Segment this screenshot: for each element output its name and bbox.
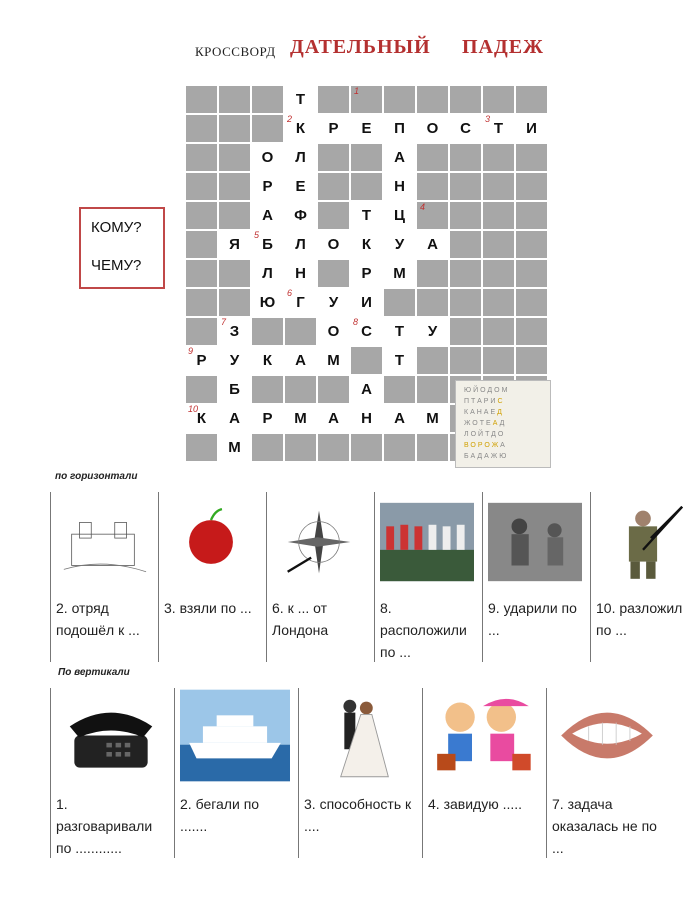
crossword-letter: К bbox=[196, 410, 207, 427]
clue-phrase: разложил по ... bbox=[596, 600, 683, 638]
crossword-cell bbox=[350, 288, 383, 317]
crossword-cell bbox=[350, 259, 383, 288]
title-prefix: КРОССВОРД bbox=[195, 44, 276, 59]
crossword-cell bbox=[218, 114, 251, 143]
crossword-letter: М bbox=[426, 410, 439, 427]
crossword-cell bbox=[185, 317, 218, 346]
vertical-clue-text bbox=[56, 793, 164, 859]
crossword-cell bbox=[416, 143, 449, 172]
crossword-cell bbox=[416, 375, 449, 404]
vertical-clue-card bbox=[546, 688, 662, 863]
crossword-cell bbox=[185, 346, 218, 375]
crossword-letter: А bbox=[427, 236, 438, 253]
crossword-cell bbox=[284, 172, 317, 201]
crossword-cell bbox=[482, 346, 515, 375]
crossword-cell bbox=[482, 143, 515, 172]
section-vertical: По вертикали bbox=[58, 667, 130, 678]
vertical-clue-text bbox=[180, 793, 288, 837]
crossword-cell bbox=[218, 201, 251, 230]
crossword-cell bbox=[482, 288, 515, 317]
horizontal-clue-text bbox=[272, 597, 364, 641]
crossword-cell bbox=[185, 85, 218, 114]
crossword-cell bbox=[383, 375, 416, 404]
section-horizontal: по горизонтали bbox=[55, 471, 138, 482]
crossword-letter: М bbox=[393, 265, 406, 282]
crossword-cell bbox=[482, 172, 515, 201]
page-title bbox=[0, 36, 698, 66]
crossword-cell bbox=[251, 143, 284, 172]
crossword-letter: С bbox=[460, 120, 471, 137]
crossword-cell bbox=[383, 346, 416, 375]
clue-divider bbox=[50, 688, 51, 858]
crossword-cell bbox=[449, 143, 482, 172]
crossword-cell bbox=[251, 114, 284, 143]
dancers-icon bbox=[304, 688, 414, 783]
crossword-cell bbox=[218, 346, 251, 375]
crossword-letter: А bbox=[229, 410, 240, 427]
crossword-cell bbox=[383, 201, 416, 230]
crossword-cell bbox=[317, 317, 350, 346]
vertical-clue-text bbox=[552, 793, 660, 859]
crossword-cell bbox=[185, 375, 218, 404]
fortress-icon bbox=[56, 492, 150, 592]
crossword-letter: З bbox=[229, 323, 240, 340]
crossword-cell bbox=[251, 433, 284, 462]
crossword-letter: И bbox=[361, 294, 372, 311]
crossword-number: 9 bbox=[188, 346, 194, 356]
question-komu: КОМУ? bbox=[91, 219, 142, 236]
crossword-cell bbox=[515, 317, 548, 346]
crossword-cell bbox=[515, 230, 548, 259]
crossword-cell bbox=[350, 172, 383, 201]
clue-number: 4. bbox=[428, 796, 444, 812]
crossword-letter: М bbox=[294, 410, 307, 427]
crossword-cell bbox=[284, 404, 317, 433]
crossword-letter: А bbox=[394, 149, 405, 166]
telephone-icon bbox=[56, 688, 166, 783]
crossword-cell bbox=[251, 259, 284, 288]
crossword-cell bbox=[251, 404, 284, 433]
crossword-cell bbox=[449, 346, 482, 375]
crossword-cell bbox=[515, 346, 548, 375]
horizontal-clue-text bbox=[596, 597, 688, 641]
crossword-number: 6 bbox=[287, 288, 293, 298]
crossword-cell bbox=[251, 201, 284, 230]
crossword-cell bbox=[383, 288, 416, 317]
compass-icon bbox=[272, 492, 366, 592]
crossword-letter: Т bbox=[295, 91, 306, 108]
crossword-cell bbox=[251, 172, 284, 201]
clue-divider bbox=[298, 688, 299, 858]
crossword-cell bbox=[482, 317, 515, 346]
crossword-cell bbox=[317, 85, 350, 114]
clue-phrase: отряд подошёл к ... bbox=[56, 600, 140, 638]
horizontal-clue-text bbox=[56, 597, 148, 641]
crossword-cell bbox=[317, 230, 350, 259]
crossword-cell bbox=[185, 114, 218, 143]
crossword-cell bbox=[284, 433, 317, 462]
crossword-cell bbox=[416, 259, 449, 288]
crossword-letter: Н bbox=[361, 410, 372, 427]
crossword-letter: Н bbox=[295, 265, 306, 282]
crossword-cell bbox=[185, 288, 218, 317]
crossword-letter: И bbox=[526, 120, 537, 137]
crossword-letter: Р bbox=[361, 265, 372, 282]
football-team-icon bbox=[380, 492, 474, 592]
clue-phrase: разговаривали по ............ bbox=[56, 818, 153, 856]
crossword-cell bbox=[317, 114, 350, 143]
crossword-cell bbox=[251, 288, 284, 317]
crossword-cell bbox=[515, 201, 548, 230]
crossword-cell bbox=[515, 288, 548, 317]
horizontal-clue-card bbox=[482, 492, 582, 667]
vertical-clue-text bbox=[304, 793, 412, 837]
crossword-letter: К bbox=[295, 120, 306, 137]
crossword-cell bbox=[383, 114, 416, 143]
crossword-letter: Т bbox=[394, 323, 405, 340]
soldier-icon bbox=[596, 492, 690, 592]
crossword-cell bbox=[482, 114, 515, 143]
crossword-cell bbox=[416, 317, 449, 346]
clue-phrase: ударили по ... bbox=[488, 600, 577, 638]
crossword-cell bbox=[284, 201, 317, 230]
crossword-cell bbox=[218, 317, 251, 346]
crossword-cell bbox=[383, 230, 416, 259]
crossword-letter: Р bbox=[262, 178, 273, 195]
crossword-cell bbox=[218, 375, 251, 404]
crossword-letter: Е bbox=[295, 178, 306, 195]
crossword-cell bbox=[185, 433, 218, 462]
clue-phrase: задача оказалась не по ... bbox=[552, 796, 657, 856]
vertical-clue-card bbox=[174, 688, 290, 863]
crossword-cell bbox=[482, 230, 515, 259]
crossword-cell bbox=[185, 230, 218, 259]
crossword-cell bbox=[218, 230, 251, 259]
crossword-cell bbox=[449, 317, 482, 346]
crossword-cell bbox=[185, 143, 218, 172]
crossword-cell bbox=[284, 114, 317, 143]
horizontal-clue-card bbox=[158, 492, 258, 667]
crossword-letter: Н bbox=[394, 178, 405, 195]
crossword-cell bbox=[251, 346, 284, 375]
crossword-letter: Б bbox=[262, 236, 273, 253]
horizontal-clue-card bbox=[374, 492, 474, 667]
crossword-cell bbox=[350, 404, 383, 433]
clue-number: 10. bbox=[596, 600, 620, 616]
crossword-cell bbox=[317, 288, 350, 317]
clue-phrase: способность к .... bbox=[304, 796, 412, 834]
clue-divider bbox=[50, 492, 51, 662]
crossword-letter: П bbox=[394, 120, 405, 137]
horizontal-clue-card bbox=[50, 492, 150, 667]
crossword-letter: А bbox=[295, 352, 306, 369]
horizontal-clue-card bbox=[266, 492, 366, 667]
crossword-letter: У bbox=[328, 294, 339, 311]
crossword-cell bbox=[218, 172, 251, 201]
crossword-cell bbox=[449, 85, 482, 114]
crossword-cell bbox=[317, 259, 350, 288]
clue-number: 7. bbox=[552, 796, 568, 812]
clue-number: 9. bbox=[488, 600, 504, 616]
players-icon bbox=[488, 492, 582, 592]
title-word-2: ПАДЕЖ bbox=[462, 36, 544, 58]
crossword-cell bbox=[482, 201, 515, 230]
clue-phrase: завидую ..... bbox=[443, 796, 523, 812]
vertical-clue-card bbox=[50, 688, 166, 863]
clue-number: 6. bbox=[272, 600, 288, 616]
crossword-letter: М bbox=[228, 439, 241, 456]
crossword-cell bbox=[416, 404, 449, 433]
crossword-letter: Г bbox=[296, 294, 305, 311]
crossword-cell bbox=[416, 433, 449, 462]
crossword-cell bbox=[416, 172, 449, 201]
crossword-cell bbox=[350, 201, 383, 230]
crossword-cell bbox=[284, 259, 317, 288]
crossword-cell bbox=[515, 114, 548, 143]
crossword-cell bbox=[218, 288, 251, 317]
question-chemu: ЧЕМУ? bbox=[91, 257, 142, 274]
crossword-cell bbox=[317, 433, 350, 462]
crossword-cell bbox=[416, 85, 449, 114]
crossword-letter: Р bbox=[262, 410, 273, 427]
clue-number: 8. bbox=[380, 600, 392, 616]
crossword-cell bbox=[350, 433, 383, 462]
crossword-cell bbox=[284, 85, 317, 114]
crossword-cell bbox=[317, 143, 350, 172]
crossword-cell bbox=[449, 172, 482, 201]
crossword-cell bbox=[185, 259, 218, 288]
crossword-cell bbox=[251, 375, 284, 404]
crossword-cell bbox=[383, 317, 416, 346]
crossword-letter: Л bbox=[262, 265, 273, 282]
crossword-letter: Р bbox=[196, 352, 207, 369]
clue-divider bbox=[374, 492, 375, 662]
crossword-cell bbox=[317, 404, 350, 433]
horizontal-clue-text bbox=[488, 597, 580, 641]
crossword-cell bbox=[284, 346, 317, 375]
clue-number: 2. bbox=[56, 600, 72, 616]
crossword-letter: Е bbox=[361, 120, 372, 137]
apple-icon bbox=[164, 492, 258, 592]
crossword-cell bbox=[350, 230, 383, 259]
crossword-letter: К bbox=[262, 352, 273, 369]
crossword-number: 2 bbox=[287, 114, 293, 124]
crossword-cell bbox=[515, 172, 548, 201]
crossword-cell bbox=[383, 433, 416, 462]
crossword-letter: О bbox=[426, 120, 439, 137]
crossword-cell bbox=[251, 317, 284, 346]
crossword-number: 5 bbox=[254, 230, 260, 240]
teeth-icon bbox=[552, 688, 662, 783]
crossword-letter: Ц bbox=[394, 207, 405, 224]
crossword-cell bbox=[284, 317, 317, 346]
crossword-cell bbox=[449, 114, 482, 143]
crossword-letter: К bbox=[361, 236, 372, 253]
crossword-cell bbox=[185, 404, 218, 433]
clue-phrase: взяли по ... bbox=[179, 600, 252, 616]
crossword-letter: Ю bbox=[259, 294, 276, 311]
clue-divider bbox=[590, 492, 591, 662]
horizontal-clue-text bbox=[164, 597, 256, 619]
crossword-letter: У bbox=[427, 323, 438, 340]
clue-phrase: расположили по ... bbox=[380, 622, 467, 660]
crossword-letter: А bbox=[328, 410, 339, 427]
crossword-cell bbox=[515, 143, 548, 172]
crossword-cell bbox=[449, 201, 482, 230]
crossword-number: 8 bbox=[353, 317, 359, 327]
crossword-cell bbox=[317, 172, 350, 201]
crossword-cell bbox=[284, 230, 317, 259]
clue-divider bbox=[266, 492, 267, 662]
horizontal-clue-card bbox=[590, 492, 690, 667]
crossword-number: 3 bbox=[485, 114, 491, 124]
crossword-letter: М bbox=[327, 352, 340, 369]
clue-divider bbox=[422, 688, 423, 858]
clue-divider bbox=[482, 492, 483, 662]
clue-number: 1. bbox=[56, 796, 68, 812]
crossword-letter: Т bbox=[361, 207, 372, 224]
crossword-cell bbox=[350, 85, 383, 114]
crossword-cell bbox=[416, 230, 449, 259]
clue-divider bbox=[174, 688, 175, 858]
crossword-letter: О bbox=[327, 323, 340, 340]
crossword-cell bbox=[284, 288, 317, 317]
tourists-icon bbox=[428, 688, 538, 783]
crossword-letter: А bbox=[394, 410, 405, 427]
crossword-cell bbox=[218, 259, 251, 288]
clue-number: 2. bbox=[180, 796, 196, 812]
wordsearch-thumbnail: ЮЙОДОМ ПТАРИС КАНАЕД ЖОТЕАД ЛОЙТДО ВОРОЖА БАДАЖЮ bbox=[455, 380, 551, 468]
crossword-cell bbox=[449, 288, 482, 317]
crossword-letter: У bbox=[229, 352, 240, 369]
ship-icon bbox=[180, 688, 290, 783]
crossword-letter: А bbox=[361, 381, 372, 398]
crossword-letter: У bbox=[394, 236, 405, 253]
crossword-cell bbox=[317, 201, 350, 230]
crossword-letter: Т bbox=[493, 120, 504, 137]
vertical-clue-card bbox=[298, 688, 414, 863]
crossword-letter: А bbox=[262, 207, 273, 224]
crossword-cell bbox=[251, 230, 284, 259]
crossword-cell bbox=[317, 375, 350, 404]
clue-divider bbox=[158, 492, 159, 662]
crossword-cell bbox=[218, 85, 251, 114]
crossword-cell bbox=[350, 143, 383, 172]
crossword-cell bbox=[383, 172, 416, 201]
crossword-cell bbox=[482, 85, 515, 114]
crossword-letter: Ф bbox=[294, 207, 307, 224]
crossword-letter: О bbox=[261, 149, 274, 166]
crossword-letter: Л bbox=[295, 236, 306, 253]
crossword-letter: Р bbox=[328, 120, 339, 137]
horizontal-clue-text bbox=[380, 597, 472, 663]
crossword-cell bbox=[482, 259, 515, 288]
crossword-cell bbox=[515, 259, 548, 288]
crossword-cell bbox=[350, 346, 383, 375]
crossword-number: 4 bbox=[420, 202, 426, 212]
crossword-letter: Б bbox=[229, 381, 240, 398]
crossword-letter: С bbox=[361, 323, 372, 340]
clue-number: 3. bbox=[304, 796, 320, 812]
vertical-clue-text bbox=[428, 793, 536, 815]
crossword-cell bbox=[218, 404, 251, 433]
crossword-cell bbox=[185, 201, 218, 230]
title-word-1: ДАТЕЛЬНЫЙ bbox=[290, 36, 431, 58]
crossword-cell bbox=[185, 172, 218, 201]
crossword-letter: О bbox=[327, 236, 340, 253]
crossword-cell bbox=[218, 143, 251, 172]
clue-number: 3. bbox=[164, 600, 180, 616]
crossword-cell bbox=[449, 230, 482, 259]
crossword-letter: Т bbox=[394, 352, 405, 369]
crossword-cell bbox=[383, 143, 416, 172]
clue-divider bbox=[546, 688, 547, 858]
crossword-cell bbox=[449, 259, 482, 288]
crossword-cell bbox=[317, 346, 350, 375]
crossword-cell bbox=[383, 85, 416, 114]
crossword-cell bbox=[383, 404, 416, 433]
crossword-cell bbox=[350, 114, 383, 143]
crossword-cell bbox=[383, 259, 416, 288]
crossword-letter: Л bbox=[295, 149, 306, 166]
question-box bbox=[79, 207, 165, 289]
crossword-cell bbox=[251, 85, 284, 114]
crossword-cell bbox=[515, 85, 548, 114]
crossword-number: 10 bbox=[188, 404, 199, 414]
crossword-number: 7 bbox=[221, 317, 227, 327]
crossword-cell bbox=[350, 317, 383, 346]
crossword-cell bbox=[218, 433, 251, 462]
vertical-clue-card bbox=[422, 688, 538, 863]
crossword-cell bbox=[284, 143, 317, 172]
crossword-cell bbox=[416, 201, 449, 230]
crossword-cell bbox=[350, 375, 383, 404]
crossword-cell bbox=[416, 288, 449, 317]
crossword-cell bbox=[416, 114, 449, 143]
crossword-cell bbox=[284, 375, 317, 404]
clue-phrase: к ... от Лондона bbox=[272, 600, 329, 638]
crossword-number: 1 bbox=[354, 86, 360, 96]
clue-phrase: бегали по ....... bbox=[180, 796, 260, 834]
crossword-letter: Я bbox=[229, 236, 240, 253]
crossword-cell bbox=[416, 346, 449, 375]
